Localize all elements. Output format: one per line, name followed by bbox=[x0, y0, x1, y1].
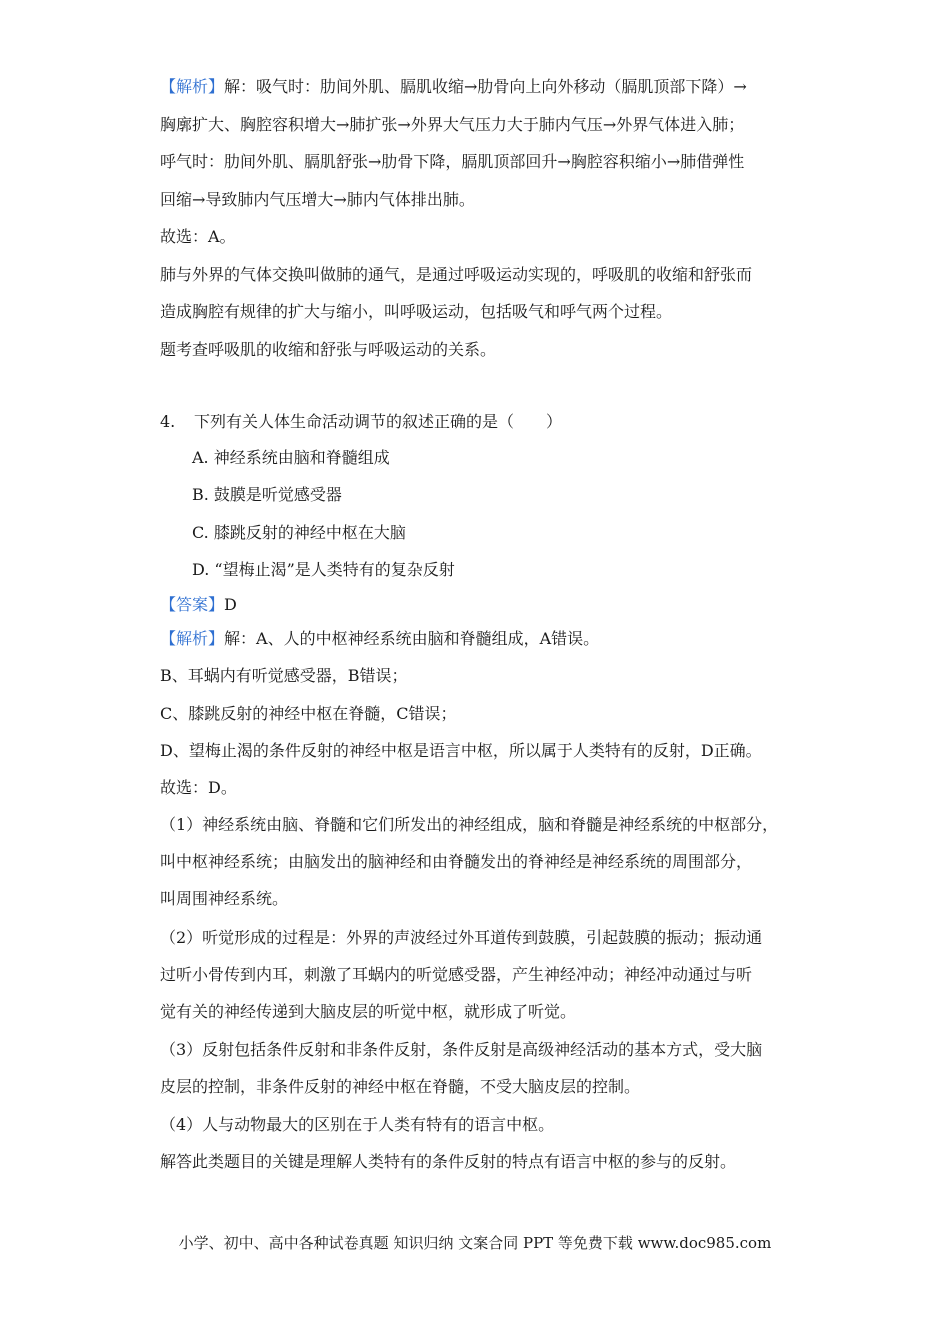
option-d: D. “望梅止渴”是人类特有的复杂反射 bbox=[192, 560, 455, 579]
analysis-line: 胸廓扩大、胸腔容积增大→肺扩张→外界大气压力大于肺内气压→外界气体进入肺； bbox=[160, 115, 745, 134]
answer-value: D bbox=[224, 595, 237, 614]
analysis-line bbox=[160, 77, 747, 97]
analysis-tag: 【解析】 bbox=[160, 629, 225, 648]
question-stem bbox=[160, 412, 562, 432]
answer-tag: 【答案】 bbox=[160, 595, 225, 614]
analysis-line: （1）神经系统由脑、脊髓和它们所发出的神经组成，脑和脊髓是神经系统的中枢部分， bbox=[160, 815, 779, 834]
analysis-text: 解：吸气时：肋间外肌、膈肌收缩→肋骨向上向外移动（膈肌顶部下降）→ bbox=[224, 77, 747, 96]
analysis-line bbox=[160, 629, 599, 649]
analysis-line: 叫中枢神经系统；由脑发出的脑神经和由脊髓发出的脊神经是神经系统的周围部分， bbox=[160, 852, 753, 871]
analysis-text: 解：A、人的中枢神经系统由脑和脊髓组成，A错误。 bbox=[224, 629, 600, 648]
question-number: 4. bbox=[160, 412, 176, 431]
analysis-line: （2）听觉形成的过程是：外界的声波经过外耳道传到鼓膜，引起鼓膜的振动；振动通 bbox=[160, 928, 763, 947]
analysis-line: 回缩→导致肺内气压增大→肺内气体排出肺。 bbox=[160, 190, 475, 209]
analysis-line: 造成胸腔有规律的扩大与缩小，叫呼吸运动，包括吸气和呼气两个过程。 bbox=[160, 302, 673, 321]
analysis-line: B、耳蜗内有听觉感受器，B错误； bbox=[160, 666, 408, 685]
analysis-line: 题考查呼吸肌的收缩和舒张与呼吸运动的关系。 bbox=[160, 340, 497, 359]
analysis-line: 呼气时：肋间外肌、膈肌舒张→肋骨下降，膈肌顶部回升→胸腔容积缩小→肺借弹性 bbox=[160, 152, 745, 171]
analysis-line: 肺与外界的气体交换叫做肺的通气，是通过呼吸运动实现的，呼吸肌的收缩和舒张而 bbox=[160, 265, 753, 284]
option-a: A. 神经系统由脑和脊髓组成 bbox=[192, 448, 390, 467]
option-c: C. 膝跳反射的神经中枢在大脑 bbox=[192, 523, 406, 542]
analysis-line: 解答此类题目的关键是理解人类特有的条件反射的特点有语言中枢的参与的反射。 bbox=[160, 1152, 737, 1171]
analysis-line: 叫周围神经系统。 bbox=[160, 889, 289, 908]
analysis-line: C、膝跳反射的神经中枢在脊髓，C错误； bbox=[160, 704, 457, 723]
option-b: B. 鼓膜是听觉感受器 bbox=[192, 485, 342, 504]
analysis-line: （3）反射包括条件反射和非条件反射，条件反射是高级神经活动的基本方式，受大脑 bbox=[160, 1040, 763, 1059]
analysis-line: 过听小骨传到内耳，刺激了耳蜗内的听觉感受器，产生神经冲动；神经冲动通过与听 bbox=[160, 965, 753, 984]
page-footer: 小学、初中、高中各种试卷真题 知识归纳 文案合同 PPT 等免费下载 www.doc985.com bbox=[178, 1234, 772, 1252]
analysis-line: （4）人与动物最大的区别在于人类有特有的语言中枢。 bbox=[160, 1115, 555, 1134]
answer-line bbox=[160, 595, 237, 615]
analysis-line: 觉有关的神经传递到大脑皮层的听觉中枢，就形成了听觉。 bbox=[160, 1002, 577, 1021]
analysis-line: 故选：A。 bbox=[160, 227, 236, 246]
analysis-tag: 【解析】 bbox=[160, 77, 225, 96]
analysis-line: 故选：D。 bbox=[160, 778, 237, 797]
question-text: 下列有关人体生命活动调节的叙述正确的是（ ） bbox=[194, 412, 563, 431]
analysis-line: D、望梅止渴的条件反射的神经中枢是语言中枢，所以属于人类特有的反射，D正确。 bbox=[160, 741, 762, 760]
analysis-line: 皮层的控制，非条件反射的神经中枢在脊髓，不受大脑皮层的控制。 bbox=[160, 1077, 641, 1096]
